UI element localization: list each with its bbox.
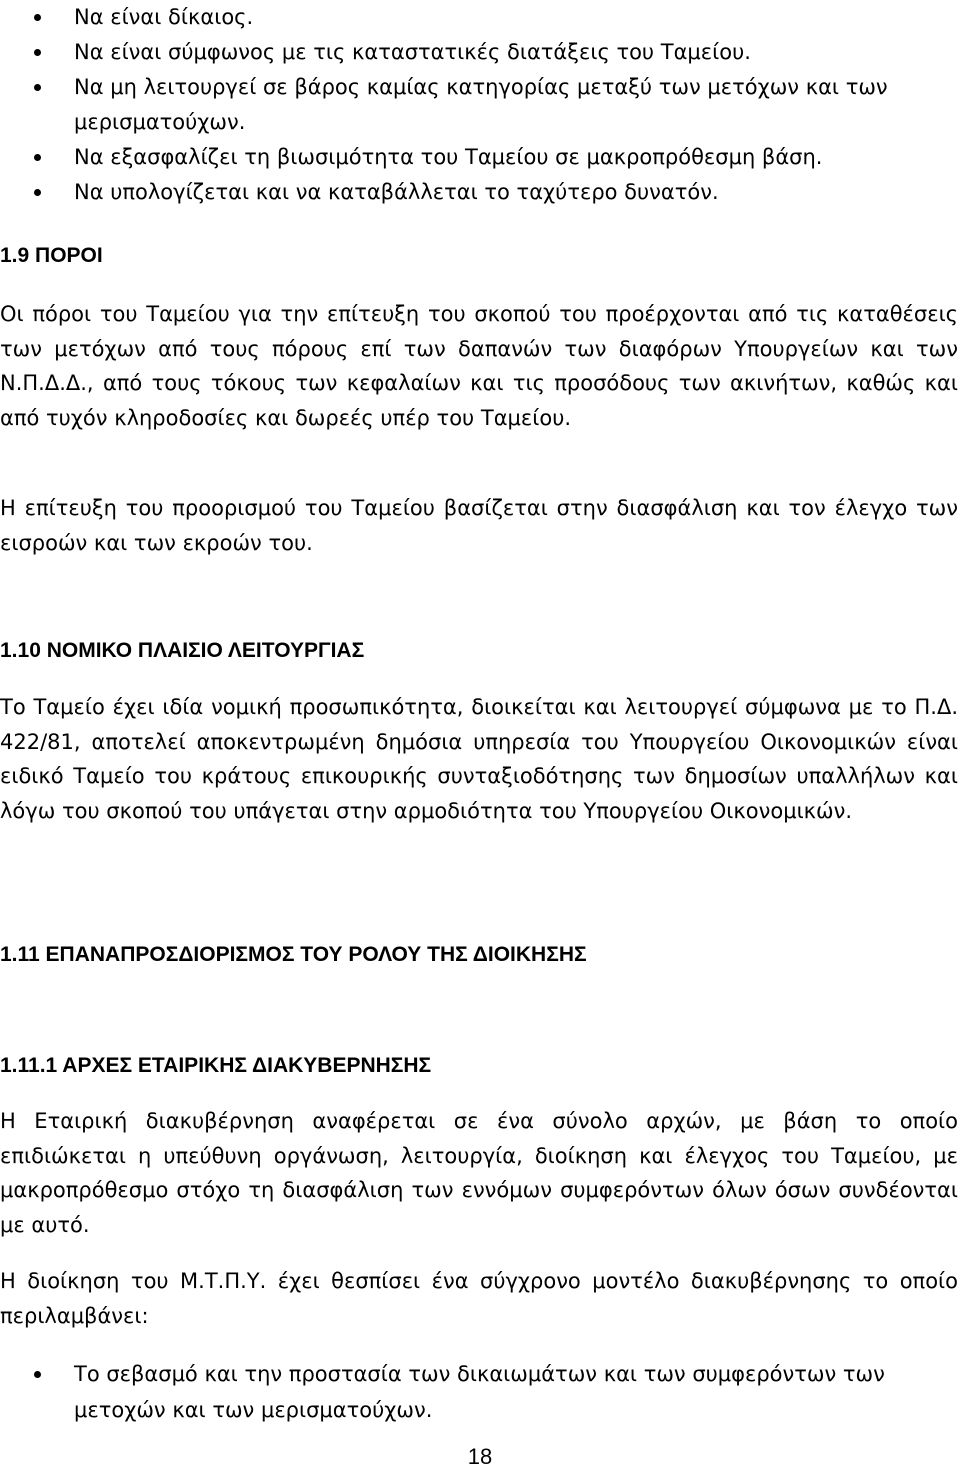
list-item: Να υπολογίζεται και να καταβάλλεται το ταχύτερο δυνατόν. (0, 175, 960, 210)
heading-poroi: 1.9 ΠΟΡΟΙ (0, 244, 103, 267)
paragraph-poroi-1: Οι πόροι του Ταμείου για την επίτευξη του σκοπού του προέρχονται από τις καταθέσεις των μετόχων από τους πόρους επί των δαπανών των διαφόρων Υπουργείων και των Ν.Π.Δ.Δ., από τους τόκους των κεφαλαίων και τις προσόδους των ακινήτων, καθώς και από τυχόν κληροδοσίες και δωρεές υπέρ του Ταμείου. (0, 302, 958, 430)
paragraph-poroi-2: Η επίτευξη του προορισμού του Ταμείου βασίζεται στην διασφάλιση και τον έλεγχο των εισροών και των εκροών του. (0, 496, 958, 555)
heading-arxes-diakyvernisis: 1.11.1 ΑΡΧΕΣ ΕΤΑΙΡΙΚΗΣ ΔΙΑΚΥΒΕΡΝΗΣΗΣ (0, 1054, 432, 1077)
list-item: Να είναι δίκαιος. (0, 0, 960, 35)
paragraph-arxes-2: Η διοίκηση του Μ.Τ.Π.Υ. έχει θεσπίσει ένα σύγχρονο μοντέλο διακυβέρνησης το οποίο περιλαμβάνει: (0, 1269, 958, 1328)
bottom-bullet-list (0, 1356, 960, 1428)
paragraph-nomiko-plaisio: Το Ταμείο έχει ιδία νομική προσωπικότητα, διοικείται και λειτουργεί σύμφωνα με το Π.Δ. 422/81, αποτελεί αποκεντρωμένη δημόσια υπηρεσία του Υπουργείου Οικονομικών είναι ειδικό Ταμείο του κράτους επικουρικής συνταξιοδότησης των δημοσίων υπαλλήλων και λόγω του σκοπού του υπάγεται στην αρμοδιότητα του Υπουργείου Οικονομικών. (0, 695, 958, 823)
list-item: Να είναι σύμφωνος με τις καταστατικές διατάξεις του Ταμείου. (0, 35, 960, 70)
page-number: 18 (467, 1444, 493, 1469)
heading-epanaprosdiorismos: 1.11 ΕΠΑΝΑΠΡΟΣΔΙΟΡΙΣΜΟΣ ΤΟΥ ΡΟΛΟΥ ΤΗΣ ΔΙΟΙΚΗΣΗΣ (0, 943, 587, 966)
list-item: Το σεβασμό και την προστασία των δικαιωμάτων και των συμφερόντων των μετοχών και των μερισματούχων. (0, 1356, 960, 1428)
list-item: Να εξασφαλίζει τη βιωσιμότητα του Ταμείου σε μακροπρόθεσμη βάση. (0, 140, 960, 175)
top-bullet-list (0, 0, 960, 210)
paragraph-arxes-1: Η Εταιρική διακυβέρνηση αναφέρεται σε ένα σύνολο αρχών, με βάση το οποίο επιδιώκεται η υπεύθυνη οργάνωση, λειτουργία, διοίκηση και έλεγχος του Ταμείου, με μακροπρόθεσμο στόχο τη διασφάλιση των εννόμων συμφερόντων όλων όσων συνδέονται με αυτό. (0, 1109, 958, 1237)
list-item: Να μη λειτουργεί σε βάρος καμίας κατηγορίας μεταξύ των μετόχων και των μερισματούχων. (0, 70, 960, 140)
heading-nomiko-plaisio: 1.10 ΝΟΜΙΚΟ ΠΛΑΙΣΙΟ ΛΕΙΤΟΥΡΓΙΑΣ (0, 639, 365, 662)
